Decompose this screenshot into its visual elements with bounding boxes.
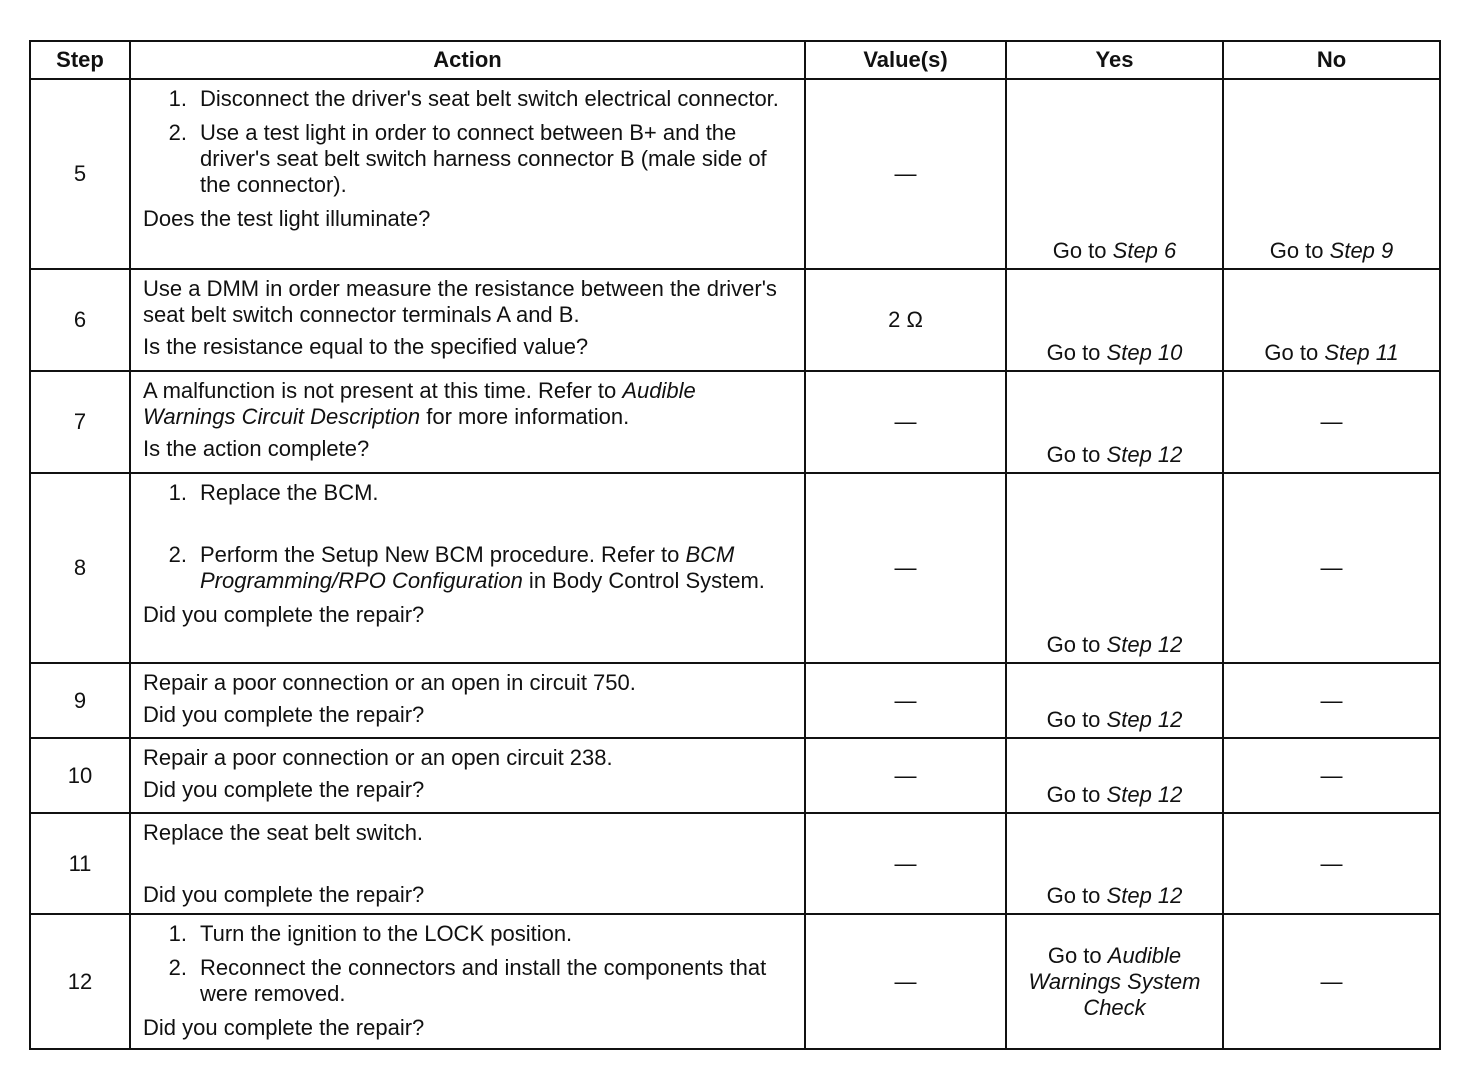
table-row [30,371,1440,473]
action-cell [130,738,805,813]
action-substep: Turn the ignition to the LOCK position. [200,921,573,946]
value-cell: — [805,79,1006,269]
reference-title: BCM Programming/RPO Configuration [200,542,735,593]
yes-target: Step 12 [1106,707,1183,732]
yes-cell [1006,371,1223,473]
go-to-text: Go to [1264,340,1319,365]
action-question: Did you complete the repair? [143,882,425,907]
action-text-part: for more information. [420,404,630,429]
yes-cell [1006,79,1223,269]
action-cell: 1. Disconnect the driver's seat belt switch electrical connector. 2. Use a test light in order to connect between B+ and the driver's seat belt switch harness connector B (male side of the connector). Does the test light illuminate? [130,79,805,269]
action-question: Did you complete the repair? [143,702,425,727]
no-cell: — [1223,738,1440,813]
diagnostic-table [29,40,1441,1050]
no-cell [1223,79,1440,269]
action-text: Repair a poor connection or an open circuit 238. [143,745,613,770]
action-substep: Reconnect the connectors and install the components that were removed. [200,955,767,1006]
yes-target: Step 10 [1106,340,1183,365]
go-to-text: Go to [1047,942,1102,968]
header-no: No [1223,41,1440,79]
action-cell: 1. Turn the ignition to the LOCK position. 2. Reconnect the connectors and install the components that were removed. Did you complete the repair? [130,914,805,1049]
table-row [30,79,1440,269]
action-cell [130,269,805,371]
go-to-text: Go to [1046,707,1101,732]
diagnostic-table-page [29,40,1439,1050]
yes-target: Audible Warnings System Check [1028,942,1201,1020]
value-cell: — [805,738,1006,813]
action-question: Did you complete the repair? [143,602,425,627]
no-cell: — [1223,371,1440,473]
go-to-text: Go to [1046,782,1101,807]
yes-cell [1006,473,1223,663]
go-to-text: Go to [1046,340,1101,365]
step-number: 8 [30,473,130,663]
step-number: 7 [30,371,130,473]
value-cell: — [805,914,1006,1049]
action-substep: Replace the BCM. [200,480,379,505]
header-step: Step [30,41,130,79]
no-cell: — [1223,813,1440,914]
yes-cell [1006,813,1223,914]
go-to-text: Go to [1052,238,1107,263]
action-substep: Use a test light in order to connect between B+ and the driver's seat belt switch harness connector B (male side of the connector). [200,120,767,197]
go-to-text: Go to [1046,442,1101,467]
table-row [30,269,1440,371]
yes-cell [1006,738,1223,813]
header-row [30,41,1440,79]
step-number: 10 [30,738,130,813]
go-to-text: Go to [1269,238,1324,263]
value-cell: 2 Ω [805,269,1006,371]
action-cell: 1. Replace the BCM. 2. Perform the Setup New BCM procedure. Refer to BCM Programming/RPO Configuration in Body Control System. Did you complete the repair? [130,473,805,663]
action-text-part: in Body Control System. [522,568,765,593]
yes-target: Step 12 [1106,632,1183,657]
yes-target: Step 12 [1106,883,1183,908]
no-cell: — [1223,914,1440,1049]
action-question: Is the action complete? [143,436,370,461]
action-cell [130,371,805,473]
table-row [30,813,1440,914]
action-text-part: A malfunction is not present at this time. Refer to [143,378,623,403]
yes-cell [1006,914,1223,1049]
reference-title: Audible Warnings Circuit Description [143,378,696,429]
yes-cell [1006,663,1223,738]
action-question: Did you complete the repair? [143,1015,425,1040]
header-action: Action [130,41,805,79]
action-text: Replace the seat belt switch. [143,820,424,845]
step-number: 5 [30,79,130,269]
yes-cell [1006,269,1223,371]
no-cell [1223,269,1440,371]
table-row [30,473,1440,663]
table-row [30,738,1440,813]
step-number: 6 [30,269,130,371]
no-cell: — [1223,663,1440,738]
action-text: Use a DMM in order measure the resistance between the driver's seat belt switch connector terminals A and B. [143,276,777,327]
action-substep: Disconnect the driver's seat belt switch electrical connector. [200,86,779,111]
no-cell: — [1223,473,1440,663]
value-cell: — [805,473,1006,663]
header-values: Value(s) [805,41,1006,79]
action-text: Repair a poor connection or an open in circuit 750. [143,670,636,695]
value-cell: — [805,663,1006,738]
action-question: Is the resistance equal to the specified value? [143,334,589,359]
table-row [30,663,1440,738]
action-text [143,378,794,430]
table-row [30,914,1440,1049]
value-cell: — [805,371,1006,473]
step-number: 11 [30,813,130,914]
action-question: Did you complete the repair? [143,777,425,802]
go-to-text: Go to [1046,883,1101,908]
yes-target: Step 12 [1106,442,1183,467]
yes-target: Step 6 [1112,238,1177,263]
yes-target: Step 12 [1106,782,1183,807]
action-substep [200,542,794,594]
action-text-part: Perform the Setup New BCM procedure. Refer to [200,542,686,567]
step-number: 12 [30,914,130,1049]
action-cell [130,813,805,914]
step-number: 9 [30,663,130,738]
header-yes: Yes [1006,41,1223,79]
no-target: Step 9 [1329,238,1394,263]
no-target: Step 11 [1324,340,1399,365]
action-question: Does the test light illuminate? [143,206,431,231]
action-cell [130,663,805,738]
value-cell: — [805,813,1006,914]
go-to-text: Go to [1046,632,1101,657]
